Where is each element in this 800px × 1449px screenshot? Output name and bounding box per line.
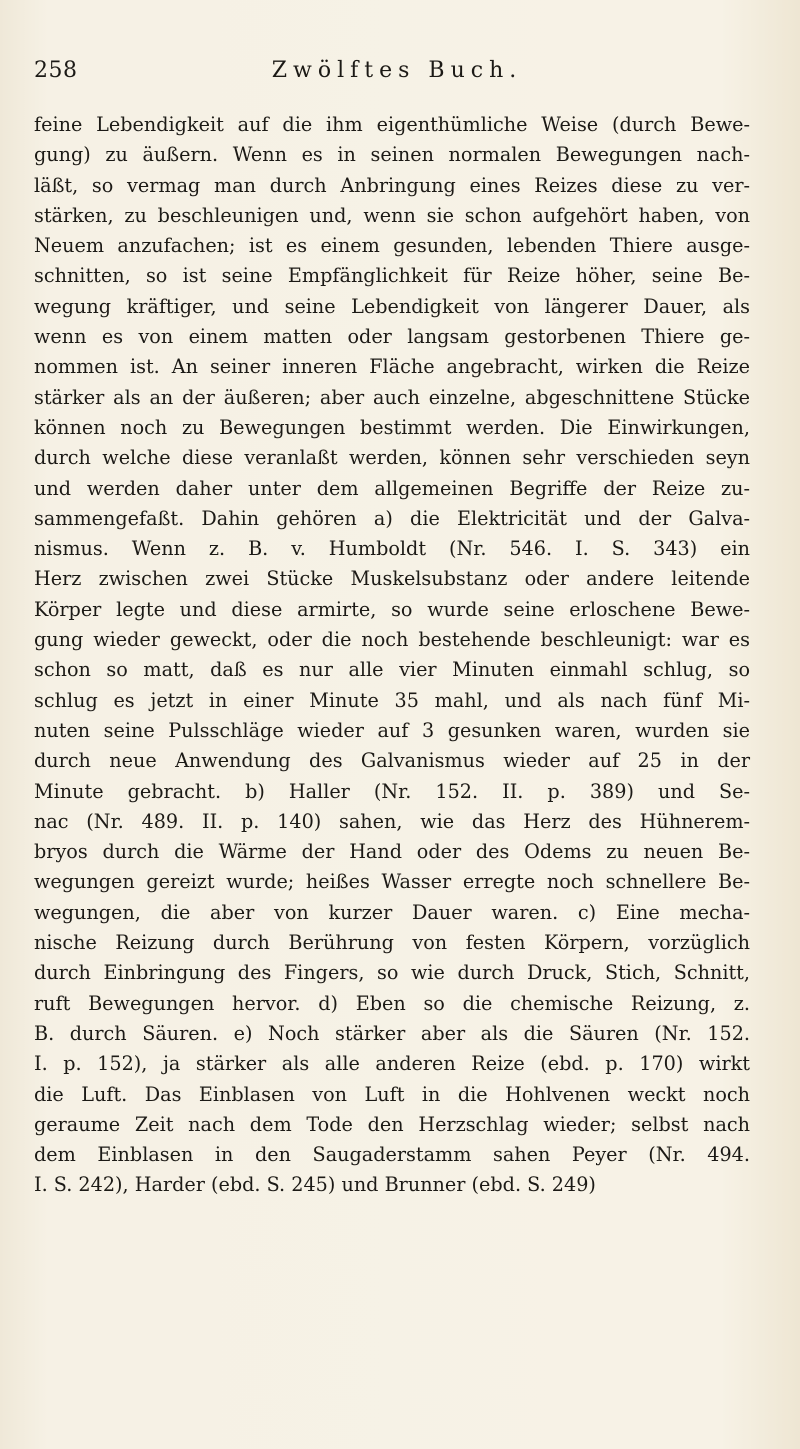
text-line: dem Einblasen in den Saugaderstamm sahen Peyer (Nr. 494. xyxy=(34,1143,750,1167)
running-title: Zwölftes Buch. xyxy=(271,58,523,83)
text-line: nismus. Wenn z. B. v. Humboldt (Nr. 546. I. S. 343) ein xyxy=(34,537,750,561)
text-line: gung wieder geweckt, oder die noch bestehende beschleunigt: war es xyxy=(34,628,750,652)
text-line: durch welche diese veranlaßt werden, können sehr verschieden seyn xyxy=(34,446,750,470)
text-line: bryos durch die Wärme der Hand oder des Odems zu neuen Be- xyxy=(34,840,750,864)
text-line: Minute gebracht. b) Haller (Nr. 152. II. p. 389) und Se- xyxy=(34,779,750,803)
text-line: feine Lebendigkeit auf die ihm eigenthümliche Weise (durch Bewe- xyxy=(34,113,750,136)
text-line: durch Einbringung des Fingers, so wie durch Druck, Stich, Schnitt, xyxy=(34,961,750,985)
text-line: läßt, so vermag man durch Anbringung eines Reizes diese zu ver- xyxy=(34,173,750,197)
text-line: B. durch Säuren. e) Noch stärker aber als die Säuren (Nr. 152. xyxy=(34,1021,750,1045)
text-line: stärken, zu beschleunigen und, wenn sie schon aufgehört haben, von xyxy=(34,203,750,227)
page-header xyxy=(34,58,760,88)
text-line: gung) zu äußern. Wenn es in seinen normalen Bewegungen nach- xyxy=(34,143,750,167)
text-line: nommen ist. An seiner inneren Fläche angebracht, wirken die Reize xyxy=(34,355,750,379)
text-line: I. p. 152), ja stärker als alle anderen Reize (ebd. p. 170) wirkt xyxy=(34,1052,750,1076)
page-number: 258 xyxy=(34,58,78,83)
text-line: nac (Nr. 489. II. p. 140) sahen, wie das Herz des Hühnerem- xyxy=(34,809,750,833)
body-text xyxy=(34,110,750,1201)
text-line: schnitten, so ist seine Empfänglichkeit für Reize höher, seine Be- xyxy=(34,264,750,288)
text-line: die Luft. Das Einblasen von Luft in die Hohlvenen weckt noch xyxy=(34,1082,750,1106)
text-line: nuten seine Pulsschläge wieder auf 3 gesunken waren, wurden sie xyxy=(34,718,750,742)
text-line: ruft Bewegungen hervor. d) Eben so die chemische Reizung, z. xyxy=(34,991,750,1015)
text-line: Körper legte und diese armirte, so wurde seine erloschene Bewe- xyxy=(34,597,750,621)
text-line: nische Reizung durch Berührung von festen Körpern, vorzüglich xyxy=(34,931,750,955)
text-line: können noch zu Bewegungen bestimmt werden. Die Einwirkungen, xyxy=(34,415,750,439)
text-line: durch neue Anwendung des Galvanismus wieder auf 25 in der xyxy=(34,749,750,773)
text-line: stärker als an der äußeren; aber auch einzelne, abgeschnittene Stücke xyxy=(34,385,750,409)
text-line: schlug es jetzt in einer Minute 35 mahl, und als nach fünf Mi- xyxy=(34,688,750,712)
text-line: wegung kräftiger, und seine Lebendigkeit von längerer Dauer, als xyxy=(34,294,750,318)
text-line: I. S. 242), Harder (ebd. S. 245) und Brunner (ebd. S. 249) xyxy=(34,1173,596,1197)
text-line: Neuem anzufachen; ist es einem gesunden, lebenden Thiere ausge- xyxy=(34,234,750,258)
text-line: wenn es von einem matten oder langsam gestorbenen Thiere ge- xyxy=(34,325,750,349)
text-line: schon so matt, daß es nur alle vier Minuten einmahl schlug, so xyxy=(34,658,750,682)
text-line: geraume Zeit nach dem Tode den Herzschlag wieder; selbst nach xyxy=(34,1112,750,1136)
text-line: und werden daher unter dem allgemeinen Begriffe der Reize zu- xyxy=(34,476,750,500)
text-line: wegungen gereizt wurde; heißes Wasser erregte noch schnellere Be- xyxy=(34,870,750,894)
text-line: Herz zwischen zwei Stücke Muskelsubstanz oder andere leitende xyxy=(34,567,750,591)
text-line: wegungen, die aber von kurzer Dauer waren. c) Eine mecha- xyxy=(34,900,750,924)
text-line: sammengefaßt. Dahin gehören a) die Elektricität und der Galva- xyxy=(34,506,750,530)
